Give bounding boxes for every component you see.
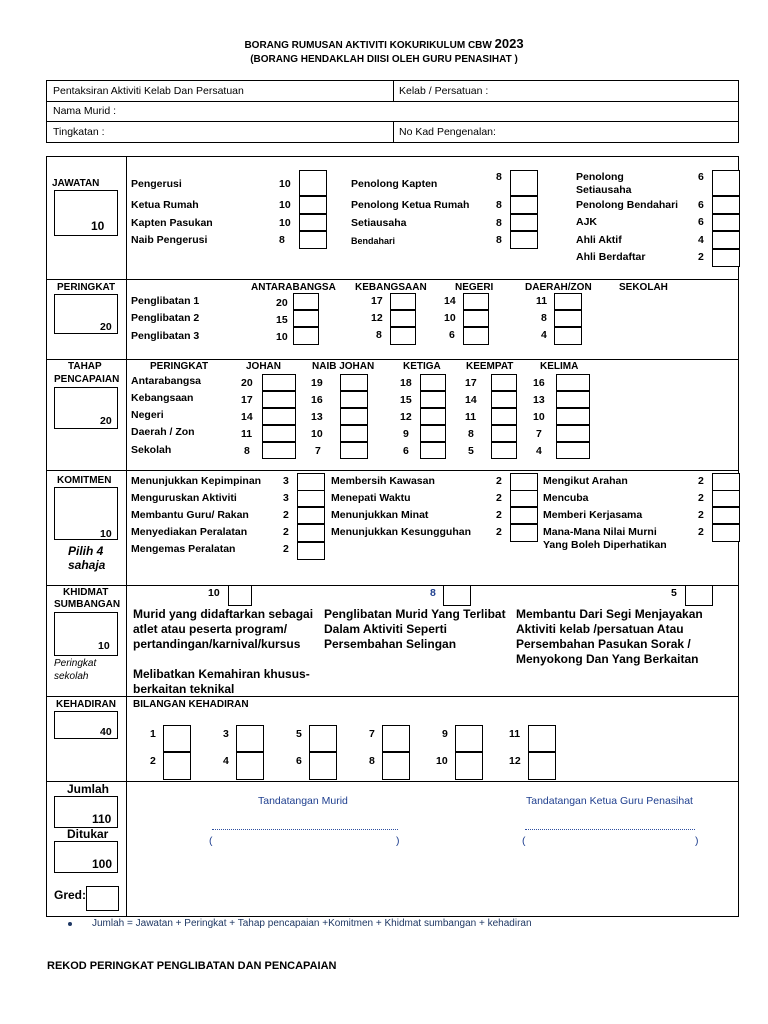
komitmen-checkbox[interactable] (712, 473, 740, 491)
nama-murid-field[interactable]: Nama Murid : (53, 105, 117, 117)
tahap-points: 8 (244, 445, 250, 457)
peringkat-points: 10 (444, 312, 456, 324)
tahap-header: KEEMPAT (466, 361, 514, 372)
peringkat-checkbox[interactable] (463, 327, 489, 345)
khidmat-checkbox[interactable] (443, 585, 471, 606)
tahap-checkbox[interactable] (420, 408, 446, 425)
jawatan-item: Penolong (576, 171, 624, 183)
jawatan-points: 8 (496, 234, 502, 246)
khidmat-checkbox[interactable] (685, 585, 713, 606)
form-year: 2023 (494, 36, 524, 51)
jawatan-points: 2 (698, 251, 704, 263)
tahap-checkbox[interactable] (340, 425, 368, 442)
jawatan-checkbox[interactable] (712, 214, 740, 231)
jawatan-item: Pengerusi (131, 178, 182, 190)
tahap-checkbox[interactable] (491, 425, 517, 442)
tahap-checkbox[interactable] (420, 442, 446, 459)
paren-close: ) (695, 835, 699, 847)
komitmen-checkbox[interactable] (712, 490, 740, 507)
khidmat-desc: Aktiviti kelab /persatuan Atau (516, 622, 684, 636)
tahap-points: 9 (403, 428, 409, 440)
khidmat-score: 10 (98, 640, 110, 652)
tahap-points: 12 (400, 411, 412, 423)
komitmen-points: 3 (283, 492, 289, 504)
komitmen-points: 2 (496, 475, 502, 487)
session-number: 4 (223, 755, 229, 767)
khidmat-desc: Murid yang didaftarkan sebagai (133, 607, 314, 621)
tahap-points: 15 (400, 394, 412, 406)
jawatan-checkbox[interactable] (510, 170, 538, 196)
attendance-box[interactable] (309, 752, 337, 780)
session-number: 5 (296, 728, 302, 740)
jawatan-points: 6 (698, 171, 704, 183)
kehadiran-score-box[interactable] (54, 711, 118, 739)
peringkat-checkbox[interactable] (554, 293, 582, 310)
khidmat-desc: berkaitan teknikal (133, 682, 235, 696)
komitmen-score-box[interactable] (54, 487, 118, 540)
jawatan-item-cont: Setiausaha (576, 184, 632, 196)
komitmen-checkbox[interactable] (510, 507, 538, 524)
khidmat-points: 10 (208, 587, 220, 599)
jawatan-checkbox[interactable] (712, 170, 740, 196)
tahap-checkbox[interactable] (556, 374, 590, 391)
komitmen-item: Mengemas Peralatan (131, 543, 236, 555)
jawatan-item: AJK (576, 216, 598, 228)
jawatan-item: Kapten Pasukan (131, 217, 213, 229)
komitmen-points: 2 (283, 509, 289, 521)
tahap-points: 7 (315, 445, 321, 457)
tahap-score: 20 (100, 415, 112, 427)
penglibatan-row-label: Penglibatan 2 (131, 312, 200, 324)
khidmat-checkbox[interactable] (228, 585, 252, 606)
peringkat-checkbox[interactable] (293, 327, 319, 345)
khidmat-note: Peringkat (54, 658, 97, 669)
komitmen-points: 2 (283, 543, 289, 555)
jawatan-checkbox[interactable] (299, 214, 327, 231)
jawatan-points: 8 (279, 234, 285, 246)
peringkat-header: NEGERI (455, 282, 494, 293)
khidmat-desc: pertandingan/karnival/kursus (133, 637, 301, 651)
jawatan-label: JAWATAN (52, 178, 100, 189)
tahap-points: 10 (533, 411, 545, 423)
peringkat-points: 4 (541, 329, 547, 341)
jawatan-item: Ahli Berdaftar (576, 251, 646, 263)
tahap-row-label: Daerah / Zon (131, 426, 195, 438)
tahap-checkbox[interactable] (491, 374, 517, 391)
peringkat-checkbox[interactable] (390, 310, 416, 327)
attendance-box[interactable] (528, 725, 556, 752)
tahap-score-box[interactable] (54, 387, 118, 429)
komitmen-checkbox[interactable] (297, 524, 325, 542)
peringkat-header: ANTARABANGSA (251, 282, 336, 293)
jawatan-checkbox[interactable] (712, 196, 740, 214)
khidmat-desc: atlet atau peserta program/ (133, 622, 288, 636)
pencapaian-label: PENCAPAIAN (54, 374, 120, 385)
jawatan-item: Ketua Rumah (131, 199, 199, 211)
peringkat-checkbox[interactable] (463, 310, 489, 327)
jawatan-points: 10 (279, 178, 291, 190)
form-title-text: BORANG RUMUSAN AKTIVITI KOKURIKULUM CBW (244, 40, 492, 51)
tahap-points: 16 (533, 377, 545, 389)
khidmat-score-box[interactable] (54, 612, 118, 656)
ditukar-label: Ditukar (67, 827, 109, 841)
jawatan-checkbox[interactable] (712, 231, 740, 249)
khidmat-desc: Menyokong Dan Yang Berkaitan (516, 652, 699, 666)
khidmat-desc: Persembahan Pasukan Sorak / (516, 637, 691, 651)
tahap-header: KELIMA (540, 361, 579, 372)
tahap-checkbox[interactable] (262, 425, 296, 442)
session-number: 8 (369, 755, 375, 767)
rekod-heading: REKOD PERINGKAT PENGLIBATAN DAN PENCAPAIAN (47, 960, 337, 972)
session-number: 1 (150, 728, 156, 740)
khidmat-desc: Membantu Dari Segi Menjayakan (516, 607, 703, 621)
tahap-points: 7 (536, 428, 542, 440)
jawatan-item: Penolong Ketua Rumah (351, 199, 470, 211)
tahap-points: 5 (468, 445, 474, 457)
peringkat-points: 11 (536, 295, 548, 307)
komitmen-item: Mana-Mana Nilai Murni (543, 526, 657, 538)
bilangan-kehadiran-label: BILANGAN KEHADIRAN (133, 699, 249, 710)
jawatan-checkbox[interactable] (299, 231, 327, 249)
tahap-checkbox[interactable] (491, 391, 517, 408)
tahap-checkbox[interactable] (491, 442, 517, 459)
komitmen-points: 2 (698, 475, 704, 487)
tahap-points: 13 (311, 411, 323, 423)
session-number: 6 (296, 755, 302, 767)
tahap-row-label: Negeri (131, 409, 164, 421)
peringkat-header: DAERAH/ZON (525, 282, 592, 293)
attendance-box[interactable] (455, 725, 483, 752)
session-number: 10 (436, 755, 448, 767)
jawatan-item: Penolong Kapten (351, 178, 438, 190)
peringkat-points: 15 (276, 314, 288, 326)
tahap-points: 14 (241, 411, 253, 423)
tahap-points: 10 (311, 428, 323, 440)
tahap-checkbox[interactable] (340, 442, 368, 459)
attendance-box[interactable] (163, 752, 191, 780)
tingkatan-field[interactable]: Tingkatan : (53, 126, 105, 138)
komitmen-item: Menguruskan Aktiviti (131, 492, 237, 504)
ic-number-field[interactable]: No Kad Pengenalan: (399, 126, 496, 138)
jawatan-item: Bendahari (351, 236, 396, 246)
komitmen-checkbox[interactable] (297, 507, 325, 524)
jawatan-item: Setiausaha (351, 217, 407, 229)
tahap-points: 11 (465, 411, 477, 423)
peringkat-points: 8 (376, 329, 382, 341)
jawatan-checkbox[interactable] (299, 170, 327, 196)
peringkat-header: SEKOLAH (619, 282, 668, 293)
gred-label: Gred: (54, 888, 87, 902)
komitmen-checkbox[interactable] (712, 524, 740, 542)
komitmen-points: 2 (496, 492, 502, 504)
jawatan-item: Naib Pengerusi (131, 234, 208, 246)
tahap-checkbox[interactable] (340, 374, 368, 391)
komitmen-score: 10 (100, 528, 112, 540)
jawatan-points: 6 (698, 199, 704, 211)
tahap-points: 13 (533, 394, 545, 406)
komitmen-checkbox[interactable] (510, 524, 538, 542)
session-number: 3 (223, 728, 229, 740)
khidmat-points: 8 (430, 587, 436, 599)
komitmen-points: 2 (283, 526, 289, 538)
tahap-points: 18 (400, 377, 412, 389)
tahap-checkbox[interactable] (262, 408, 296, 425)
attendance-box[interactable] (236, 725, 264, 752)
komitmen-checkbox[interactable] (297, 473, 325, 491)
komitmen-item: Menepati Waktu (331, 492, 411, 504)
jawatan-score: 10 (91, 219, 105, 233)
tahap-points: 16 (311, 394, 323, 406)
jumlah-box[interactable] (54, 796, 118, 828)
pentaksiran-label: Pentaksiran Aktiviti Kelab Dan Persatuan (53, 85, 244, 97)
komitmen-points: 2 (496, 526, 502, 538)
attendance-box[interactable] (528, 752, 556, 780)
tahap-points: 19 (311, 377, 323, 389)
khidmat-desc: Persembahan Selingan (324, 637, 457, 651)
komitmen-note: sahaja (68, 558, 106, 572)
peringkat-checkbox[interactable] (554, 327, 582, 345)
student-signature-line[interactable] (212, 829, 398, 830)
jawatan-score-box[interactable] (54, 190, 118, 236)
peringkat-points: 10 (276, 331, 288, 343)
tahap-checkbox[interactable] (556, 408, 590, 425)
attendance-box[interactable] (382, 725, 410, 752)
penglibatan-row-label: Penglibatan 3 (131, 330, 200, 342)
jawatan-item: Ahli Aktif (576, 234, 622, 246)
attendance-box[interactable] (309, 725, 337, 752)
komitmen-points: 2 (698, 492, 704, 504)
advisor-signature-line[interactable] (525, 829, 695, 830)
tahap-header: KETIGA (403, 361, 441, 372)
tahap-points: 14 (465, 394, 477, 406)
ditukar-box[interactable] (54, 841, 118, 873)
tahap-points: 4 (536, 445, 542, 457)
khidmat-label: KHIDMAT (63, 587, 109, 598)
tahap-checkbox[interactable] (262, 391, 296, 408)
jawatan-item: Penolong Bendahari (576, 199, 679, 211)
paren-open: ( (522, 835, 526, 847)
gred-box[interactable] (86, 886, 119, 911)
session-number: 7 (369, 728, 375, 740)
komitmen-item: Menunjukkan Kesungguhan (331, 526, 472, 538)
komitmen-note: Pilih 4 (68, 544, 104, 558)
tahap-checkbox[interactable] (340, 408, 368, 425)
session-number: 12 (509, 755, 521, 767)
jawatan-points: 10 (279, 199, 291, 211)
peringkat-score-box[interactable] (54, 294, 118, 334)
komitmen-checkbox[interactable] (297, 490, 325, 507)
tahap-checkbox[interactable] (420, 374, 446, 391)
komitmen-points: 2 (496, 509, 502, 521)
komitmen-item: Menyediakan Peralatan (131, 526, 248, 538)
jawatan-checkbox[interactable] (299, 196, 327, 214)
peringkat-points: 20 (276, 297, 288, 309)
attendance-box[interactable] (236, 752, 264, 780)
jawatan-checkbox[interactable] (510, 214, 538, 231)
jawatan-checkbox[interactable] (712, 249, 740, 267)
session-number: 2 (150, 755, 156, 767)
komitmen-label: KOMITMEN (57, 475, 112, 486)
paren-close: ) (396, 835, 400, 847)
tahap-checkbox[interactable] (420, 425, 446, 442)
jawatan-points: 8 (496, 199, 502, 211)
tahap-points: 17 (241, 394, 253, 406)
khidmat-desc: Melibatkan Kemahiran khusus- (133, 667, 310, 681)
jawatan-points: 8 (496, 171, 502, 183)
peringkat-checkbox[interactable] (390, 327, 416, 345)
form-subtitle: (BORANG HENDAKLAH DIISI OLEH GURU PENASIHAT ) (250, 54, 518, 65)
khidmat-desc: Penglibatan Murid Yang Terlibat (324, 607, 506, 621)
jawatan-points: 10 (279, 217, 291, 229)
jawatan-points: 6 (698, 216, 704, 228)
jawatan-points: 4 (698, 234, 704, 246)
komitmen-checkbox[interactable] (510, 473, 538, 491)
peringkat-points: 12 (371, 312, 383, 324)
peringkat-points: 17 (371, 295, 383, 307)
khidmat-desc: Dalam Aktiviti Seperti (324, 622, 447, 636)
tahap-header: NAIB JOHAN (312, 361, 375, 372)
komitmen-item: Menunjukkan Kepimpinan (131, 475, 262, 487)
advisor-signature-label: Tandatangan Ketua Guru Penasihat (526, 795, 693, 807)
peringkat-label: PERINGKAT (57, 282, 116, 293)
tahap-points: 17 (465, 377, 477, 389)
peringkat-checkbox[interactable] (390, 293, 416, 310)
sumbangan-label: SUMBANGAN (54, 599, 121, 610)
peringkat-checkbox[interactable] (463, 293, 489, 310)
tahap-checkbox[interactable] (491, 408, 517, 425)
session-number: 11 (509, 728, 521, 740)
jawatan-checkbox[interactable] (510, 196, 538, 214)
kelab-field[interactable]: Kelab / Persatuan : (399, 85, 489, 97)
tahap-header: JOHAN (246, 361, 282, 372)
form-title (0, 38, 768, 52)
komitmen-item: Mengikut Arahan (543, 475, 628, 487)
peringkat-checkbox[interactable] (554, 310, 582, 327)
tahap-points: 20 (241, 377, 253, 389)
peringkat-checkbox[interactable] (293, 310, 319, 327)
bullet-icon (68, 922, 72, 926)
komitmen-item-cont: Yang Boleh Diperhatikan (543, 539, 667, 551)
tahap-checkbox[interactable] (340, 391, 368, 408)
penglibatan-row-label: Penglibatan 1 (131, 295, 200, 307)
jumlah-label: Jumlah (67, 782, 110, 796)
peringkat-points: 6 (449, 329, 455, 341)
tahap-row-label: Kebangsaan (131, 392, 194, 404)
tahap-checkbox[interactable] (556, 391, 590, 408)
jawatan-checkbox[interactable] (510, 231, 538, 249)
tahap-row-label: Antarabangsa (131, 375, 202, 387)
peringkat-score: 20 (100, 321, 112, 333)
komitmen-points: 2 (698, 509, 704, 521)
peringkat-points: 14 (444, 295, 456, 307)
attendance-box[interactable] (163, 725, 191, 752)
peringkat-points: 8 (541, 312, 547, 324)
komitmen-checkbox[interactable] (297, 542, 325, 560)
jumlah-value: 110 (92, 812, 112, 826)
tahap-checkbox[interactable] (420, 391, 446, 408)
ditukar-value: 100 (92, 857, 113, 871)
paren-open: ( (209, 835, 213, 847)
tahap-checkbox[interactable] (262, 442, 296, 459)
jawatan-points: 8 (496, 217, 502, 229)
formula-footnote: Jumlah = Jawatan + Peringkat + Tahap pencapaian +Komitmen + Khidmat sumbangan + kehadiran (92, 918, 532, 929)
komitmen-checkbox[interactable] (712, 507, 740, 524)
komitmen-item: Menunjukkan Minat (331, 509, 429, 521)
komitmen-item: Memberi Kerjasama (543, 509, 643, 521)
tahap-header: PERINGKAT (150, 361, 209, 372)
komitmen-checkbox[interactable] (510, 490, 538, 507)
peringkat-checkbox[interactable] (293, 293, 319, 310)
komitmen-item: Membantu Guru/ Rakan (131, 509, 249, 521)
tahap-checkbox[interactable] (556, 425, 590, 442)
tahap-points: 8 (468, 428, 474, 440)
komitmen-points: 2 (698, 526, 704, 538)
tahap-row-label: Sekolah (131, 444, 172, 456)
tahap-checkbox[interactable] (556, 442, 590, 459)
komitmen-points: 3 (283, 475, 289, 487)
kehadiran-label: KEHADIRAN (56, 699, 116, 710)
komitmen-item: Mencuba (543, 492, 589, 504)
session-number: 9 (442, 728, 448, 740)
attendance-box[interactable] (382, 752, 410, 780)
tahap-points: 11 (241, 428, 253, 440)
komitmen-item: Membersih Kawasan (331, 475, 435, 487)
peringkat-header: KEBANGSAAN (355, 282, 427, 293)
student-signature-label: Tandatangan Murid (258, 795, 348, 807)
attendance-box[interactable] (455, 752, 483, 780)
tahap-label: TAHAP (68, 361, 102, 372)
khidmat-note: sekolah (54, 671, 89, 682)
kehadiran-score: 40 (100, 726, 112, 738)
tahap-points: 6 (403, 445, 409, 457)
khidmat-points: 5 (671, 587, 677, 599)
tahap-checkbox[interactable] (262, 374, 296, 391)
